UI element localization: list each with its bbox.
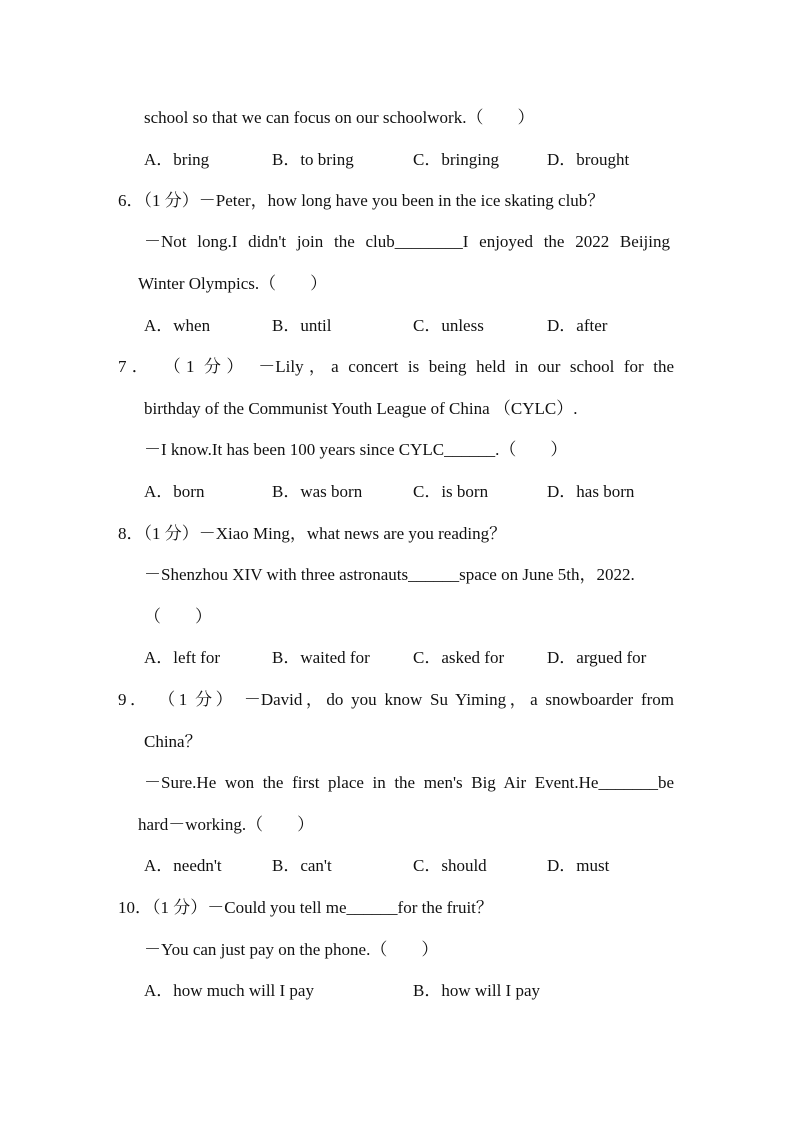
question-7-line-2: birthday of the Communist Youth League of China （CYLC）. xyxy=(144,399,578,418)
question-6-line-2: －Not long.I didn't join the club________I enjoyed the 2022 Beijing xyxy=(144,232,670,251)
question-9-line-3: －Sure.He won the first place in the men's Big Air Event.He_______be xyxy=(144,773,674,792)
question-9-header xyxy=(118,690,674,710)
question-6-option-a[interactable]: A．when xyxy=(144,316,211,335)
question-6-option-d[interactable]: D．after xyxy=(547,316,608,335)
question-score: （1 分） xyxy=(143,191,199,210)
question-9-line-2: China？ xyxy=(144,732,202,751)
question-5-option-a[interactable]: A．bring xyxy=(144,150,210,169)
question-7-line-3: －I know.It has been 100 years since CYLC______.（ ） xyxy=(144,440,568,459)
question-5-option-b[interactable]: B．to bring xyxy=(272,150,354,169)
question-8-option-a[interactable]: A．left for xyxy=(144,648,221,667)
question-9-option-c[interactable]: C．should xyxy=(413,856,487,875)
question-stem: －Lily，a concert is being held in our school for the xyxy=(258,357,675,376)
question-6-option-c[interactable]: C．unless xyxy=(413,316,484,335)
question-7-option-b[interactable]: B．was born xyxy=(272,482,363,501)
question-score: （1 分） xyxy=(163,357,249,376)
question-6-header xyxy=(118,191,604,211)
question-10-line-2: －You can just pay on the phone.（ ） xyxy=(144,940,439,959)
question-5-option-d[interactable]: D．brought xyxy=(547,150,630,169)
question-9-line-4: hard－working.（ ） xyxy=(138,815,315,834)
question-stem: －Peter，how long have you been in the ice skating club？ xyxy=(198,191,605,210)
question-7-header xyxy=(118,357,674,377)
question-7-option-a[interactable]: A．born xyxy=(144,482,205,501)
question-5-stem-end: school so that we can focus on our schoolwork.（ ） xyxy=(144,108,535,127)
question-number: 10． xyxy=(118,898,152,917)
question-stem: －Xiao Ming，what news are you reading？ xyxy=(198,524,507,543)
question-10-option-b[interactable]: B．how will I pay xyxy=(413,981,541,1000)
question-number: 8． xyxy=(118,524,144,543)
question-9-option-a[interactable]: A．needn't xyxy=(144,856,222,875)
question-10-header xyxy=(118,898,493,918)
question-score: （1 分） xyxy=(152,898,208,917)
question-8-line-2: －Shenzhou XIV with three astronauts______space on June 5th，2022. xyxy=(144,565,635,584)
question-stem: －David，do you know Su Yiming，a snowboarder from xyxy=(243,690,675,709)
question-8-option-c[interactable]: C．asked for xyxy=(413,648,505,667)
question-9-option-b[interactable]: B．can't xyxy=(272,856,332,875)
question-9-option-d[interactable]: D．must xyxy=(547,856,610,875)
question-number: 9． xyxy=(118,690,151,709)
question-5-option-c[interactable]: C．bringing xyxy=(413,150,499,169)
question-8-header xyxy=(118,524,506,544)
question-6-option-b[interactable]: B．until xyxy=(272,316,332,335)
question-score: （1 分） xyxy=(158,690,237,709)
question-6-line-3: Winter Olympics.（ ） xyxy=(138,274,328,293)
question-number: 6． xyxy=(118,191,144,210)
question-7-option-d[interactable]: D．has born xyxy=(547,482,635,501)
question-10-option-a[interactable]: A．how much will I pay xyxy=(144,981,314,1000)
question-7-option-c[interactable]: C．is born xyxy=(413,482,489,501)
question-8-option-b[interactable]: B．waited for xyxy=(272,648,370,667)
question-number: 7． xyxy=(118,357,155,376)
question-score: （1 分） xyxy=(143,524,199,543)
question-8-line-3: （ ） xyxy=(144,607,212,626)
question-stem: －Could you tell me______for the fruit？ xyxy=(207,898,493,917)
question-8-option-d[interactable]: D．argued for xyxy=(547,648,647,667)
